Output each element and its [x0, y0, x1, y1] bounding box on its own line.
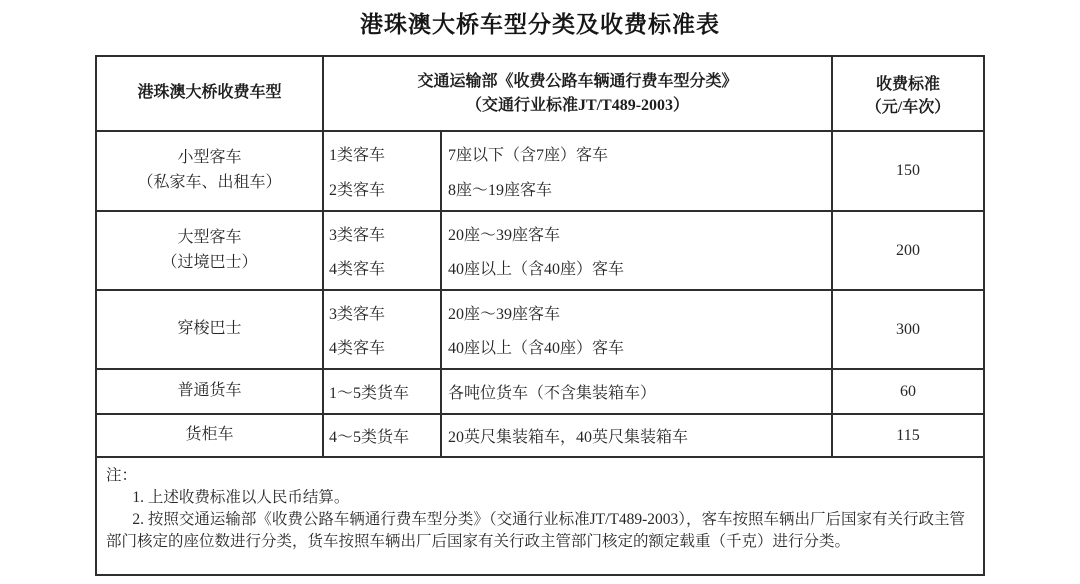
cell-class: [324, 291, 442, 368]
table-header-row: [97, 57, 983, 132]
description-line1: 7座以下（含7座）客车: [448, 147, 609, 164]
table-row: [97, 291, 983, 370]
cell-description: [442, 370, 833, 413]
class-line1: 1类客车: [329, 147, 386, 164]
table-row: [97, 212, 983, 291]
class-line1: 1～5类货车: [329, 385, 410, 402]
table-row: [97, 132, 983, 212]
header-fee-line1: 收费标准: [875, 75, 940, 93]
cell-fee: [833, 212, 983, 289]
notes-label: 注：: [106, 467, 138, 484]
cell-fee: [833, 132, 983, 210]
fee-value: 200: [896, 241, 920, 259]
vehicle-type-line1: 大型客车: [177, 228, 242, 246]
description-line2: 40座以上（含40座）客车: [448, 261, 625, 279]
class-line1: 3类客车: [329, 305, 386, 323]
fee-value: 60: [900, 382, 916, 400]
toll-fee-table: [95, 55, 985, 576]
cell-description: [442, 291, 833, 368]
fee-value: 150: [896, 162, 920, 179]
class-line2: 4类客车: [329, 261, 386, 279]
header-classification: [324, 57, 833, 130]
header-vehicle-type-label: 港珠澳大桥收费车型: [137, 84, 282, 102]
class-line2: 2类客车: [329, 182, 386, 199]
fee-value: 300: [896, 320, 920, 338]
vehicle-type-line1: 普通货车: [177, 382, 242, 400]
description-line1: 20英尺集装箱车，40英尺集装箱车: [448, 429, 689, 446]
table-row: [97, 415, 983, 458]
cell-vehicle-type: [97, 132, 324, 210]
vehicle-type-line1: 穿梭巴士: [177, 320, 242, 338]
class-line2: 4类客车: [329, 340, 386, 358]
note-item-2: 2. 按照交通运输部《收费公路车辆通行费车型分类》（交通行业标准JT/T489-2003），客车按照车辆出厂后国家有关行政主管部门核定的座位数进行分类，货车按照车辆出厂后国家有关行政主管部门核定的额定载重（千克）进行分类。: [106, 511, 966, 550]
class-line1: 4～5类货车: [329, 429, 410, 446]
description-line2: 8座～19座客车: [448, 182, 553, 199]
vehicle-type-line2: （过境巴士）: [161, 253, 258, 271]
table-row: [97, 370, 983, 415]
cell-description: [442, 212, 833, 289]
header-fee: [833, 57, 983, 130]
cell-fee: [833, 415, 983, 456]
page-title: 港珠澳大桥车型分类及收费标准表: [360, 12, 720, 37]
vehicle-type-line1: 货柜车: [185, 426, 234, 444]
notes-section: [97, 458, 983, 574]
description-line2: 40座以上（含40座）客车: [448, 340, 625, 358]
cell-class: [324, 415, 442, 456]
cell-vehicle-type: [97, 370, 324, 413]
vehicle-type-line1: 小型客车: [177, 149, 242, 167]
cell-class: [324, 132, 442, 210]
cell-fee: [833, 291, 983, 368]
cell-class: [324, 370, 442, 413]
cell-vehicle-type: [97, 212, 324, 289]
header-fee-line2: （元/车次）: [865, 98, 951, 116]
cell-fee: [833, 370, 983, 413]
cell-class: [324, 212, 442, 289]
description-line1: 20座～39座客车: [448, 226, 561, 244]
class-line1: 3类客车: [329, 226, 386, 244]
cell-description: [442, 132, 833, 210]
note-item-1: 1. 上述收费标准以人民币结算。: [132, 489, 350, 506]
header-classification-line1: 交通运输部《收费公路车辆通行费车型分类》: [417, 72, 738, 90]
cell-vehicle-type: [97, 291, 324, 368]
header-classification-line2: （交通行业标准JT/T489-2003）: [465, 96, 690, 114]
cell-vehicle-type: [97, 415, 324, 456]
fee-value: 115: [896, 426, 920, 444]
description-line1: 各吨位货车（不含集装箱车）: [448, 385, 657, 402]
vehicle-type-line2: （私家车、出租车）: [137, 174, 282, 191]
cell-description: [442, 415, 833, 456]
header-vehicle-type: [97, 57, 324, 130]
description-line1: 20座～39座客车: [448, 305, 561, 323]
